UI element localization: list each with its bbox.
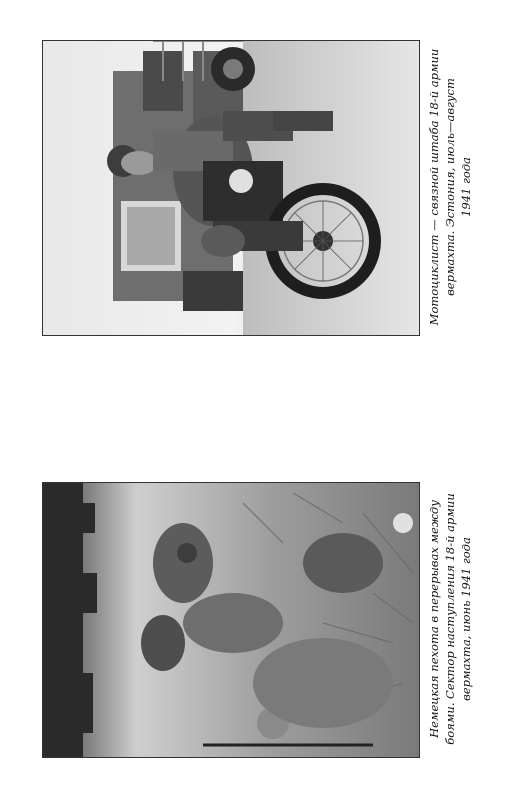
caption-line: Мотоциклист — связной штаба 18-й армии	[427, 48, 441, 326]
caption-line: вермахта, июнь 1941 года	[459, 537, 473, 701]
caption-line: вермахта. Эстония, июль—август	[443, 78, 457, 296]
motorcyclist-caption	[426, 40, 474, 334]
caption-line: 1941 года	[459, 157, 473, 217]
infantry-caption	[426, 482, 474, 756]
caption-line: боями. Сектор наступления 18-й армии	[443, 493, 457, 745]
motorcyclist-photo-image	[43, 41, 419, 335]
infantry-photo-image	[43, 483, 419, 757]
infantry-photo	[42, 482, 420, 758]
motorcyclist-photo	[42, 40, 420, 336]
caption-line: Немецкая пехота в перерывах между	[427, 500, 441, 738]
